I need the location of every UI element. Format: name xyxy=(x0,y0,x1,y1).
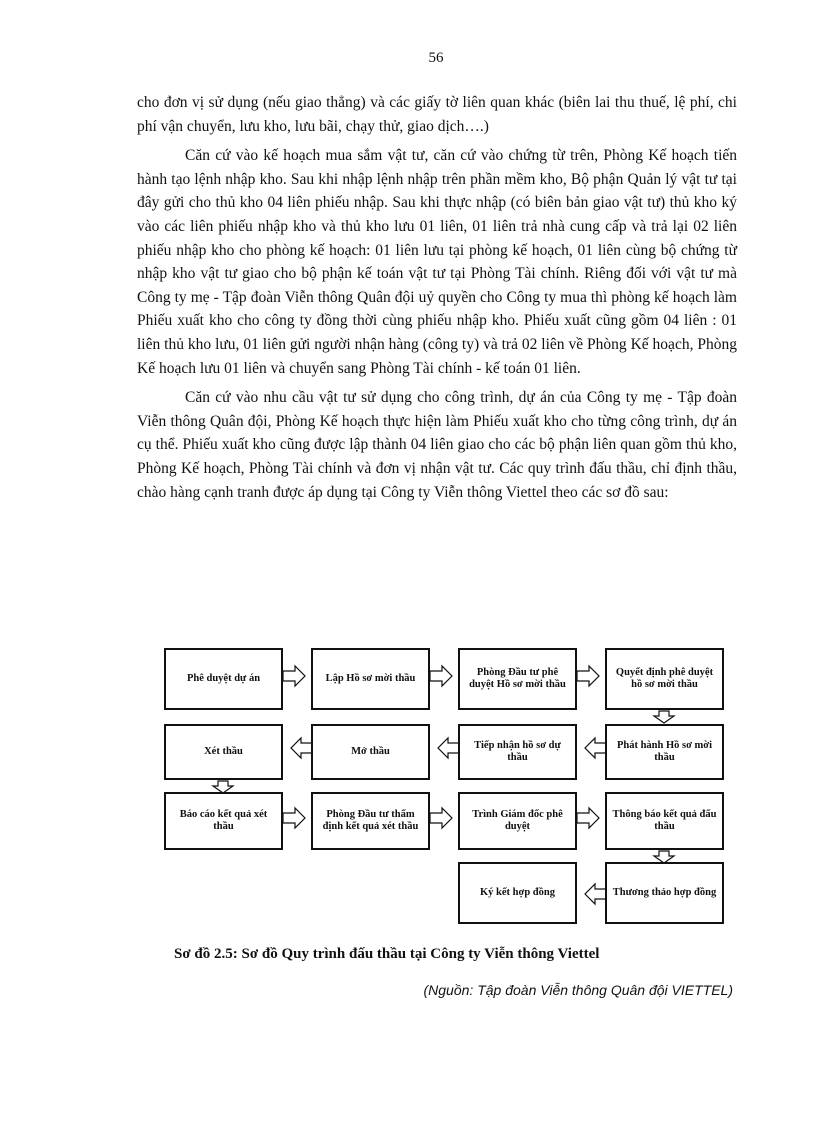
page-number: 56 xyxy=(428,50,444,66)
arrow-right-icon xyxy=(283,808,305,828)
paragraph-1: cho đơn vị sử dụng (nếu giao thẳng) và các giấy tờ liên quan khác (biên lai thu thuế, lệ phí, chi phí vận chuyển, lưu kho, lưu bãi, chạy thử, giao dịch….) xyxy=(137,94,737,135)
step-announce-result: Thông báo kết quả đấu thầu xyxy=(605,792,724,850)
step-open-bids: Mở thầu xyxy=(311,724,430,780)
step-submit-director: Trình Giám đốc phê duyệt xyxy=(458,792,577,850)
arrow-down-icon xyxy=(654,711,674,723)
arrow-left-icon xyxy=(438,738,460,758)
arrow-right-icon xyxy=(577,666,599,686)
step-report-evaluation: Báo cáo kết quả xét thầu xyxy=(164,792,283,850)
step-negotiate-contract: Thương thảo hợp đồng xyxy=(605,862,724,924)
step-investment-dept-approve-docs: Phòng Đầu tư phê duyệt Hồ sơ mời thầu xyxy=(458,648,577,710)
bidding-process-diagram xyxy=(150,640,740,930)
figure-caption: Sơ đồ 2.5: Sơ đồ Quy trình đấu thầu tại Công ty Viễn thông Viettel xyxy=(174,946,600,962)
paragraph-2: Căn cứ vào kế hoạch mua sắm vật tư, căn cứ vào chứng từ trên, Phòng Kế hoạch tiến hành tạo lệnh nhập kho. Sau khi nhập lệnh nhập trên phần mềm kho, Bộ phận Quản lý vật tư tại đây gửi cho thủ kho 04 liên phiếu nhập. Sau khi thực nhập (có biên bản giao vật tư) thủ kho ký vào các liên phiếu nhập kho và thủ kho lưu 01 liên, 01 liên trả nhà cung cấp và trả lại 02 liên phiếu nhập kho cho phòng kế hoạch: 01 liên lưu tại phòng kế hoạch, 01 liên cùng bộ chứng từ nhập kho vật tư giao cho bộ phận kế toán vật tư tại Phòng Tài chính. Riêng đối với vật tư mà Công ty mẹ - Tập đoàn Viễn thông Quân đội uỷ quyền cho Công ty mua thì phòng kế hoạch làm Phiếu xuất kho cho công ty đồng thời cùng phiếu nhập kho. Phiếu xuất cũng gồm 04 liên : 01 liên thủ kho lưu, 01 liên gửi người nhận hàng (công ty) và trả 02 liên về Phòng Kế hoạch, Phòng Kế hoạch lưu 01 liên và chuyển sang Phòng Tài chính - kế toán 01 liên. xyxy=(137,147,737,377)
arrow-right-icon xyxy=(283,666,305,686)
arrow-left-icon xyxy=(291,738,313,758)
step-receive-bids: Tiếp nhận hồ sơ dự thầu xyxy=(458,724,577,780)
arrow-left-icon xyxy=(585,884,607,904)
arrow-right-icon xyxy=(577,808,599,828)
body-text xyxy=(137,91,737,510)
step-approve-project: Phê duyệt dự án xyxy=(164,648,283,710)
step-investment-dept-appraise: Phòng Đầu tư thẩm định kết quả xét thầu xyxy=(311,792,430,850)
arrow-right-icon xyxy=(430,808,452,828)
step-evaluate-bids: Xét thầu xyxy=(164,724,283,780)
arrow-right-icon xyxy=(430,666,452,686)
arrow-left-icon xyxy=(585,738,607,758)
figure-source: (Nguồn: Tập đoàn Viễn thông Quân đội VIETTEL) xyxy=(423,982,733,998)
step-prepare-bid-documents: Lập Hồ sơ mời thầu xyxy=(311,648,430,710)
step-sign-contract: Ký kết hợp đồng xyxy=(458,862,577,924)
step-decision-approve-docs: Quyết định phê duyệt hồ sơ mời thầu xyxy=(605,648,724,710)
paragraph-3: Căn cứ vào nhu cầu vật tư sử dụng cho công trình, dự án của Công ty mẹ - Tập đoàn Viễn thông Quân đội, Phòng Kế hoạch thực hiện làm Phiếu xuất kho cho từng công trình, dự án cụ thể. Phiếu xuất kho cũng được lập thành 04 liên giao cho các bộ phận liên quan gồm thủ kho, Phòng Kế hoạch, Phòng Tài chính và đơn vị nhận vật tư. Các quy trình đấu thầu, chỉ định thầu, chào hàng cạnh tranh được áp dụng tại Công ty Viễn thông Viettel theo các sơ đồ sau: xyxy=(137,389,737,501)
step-issue-bid-documents: Phát hành Hồ sơ mời thầu xyxy=(605,724,724,780)
